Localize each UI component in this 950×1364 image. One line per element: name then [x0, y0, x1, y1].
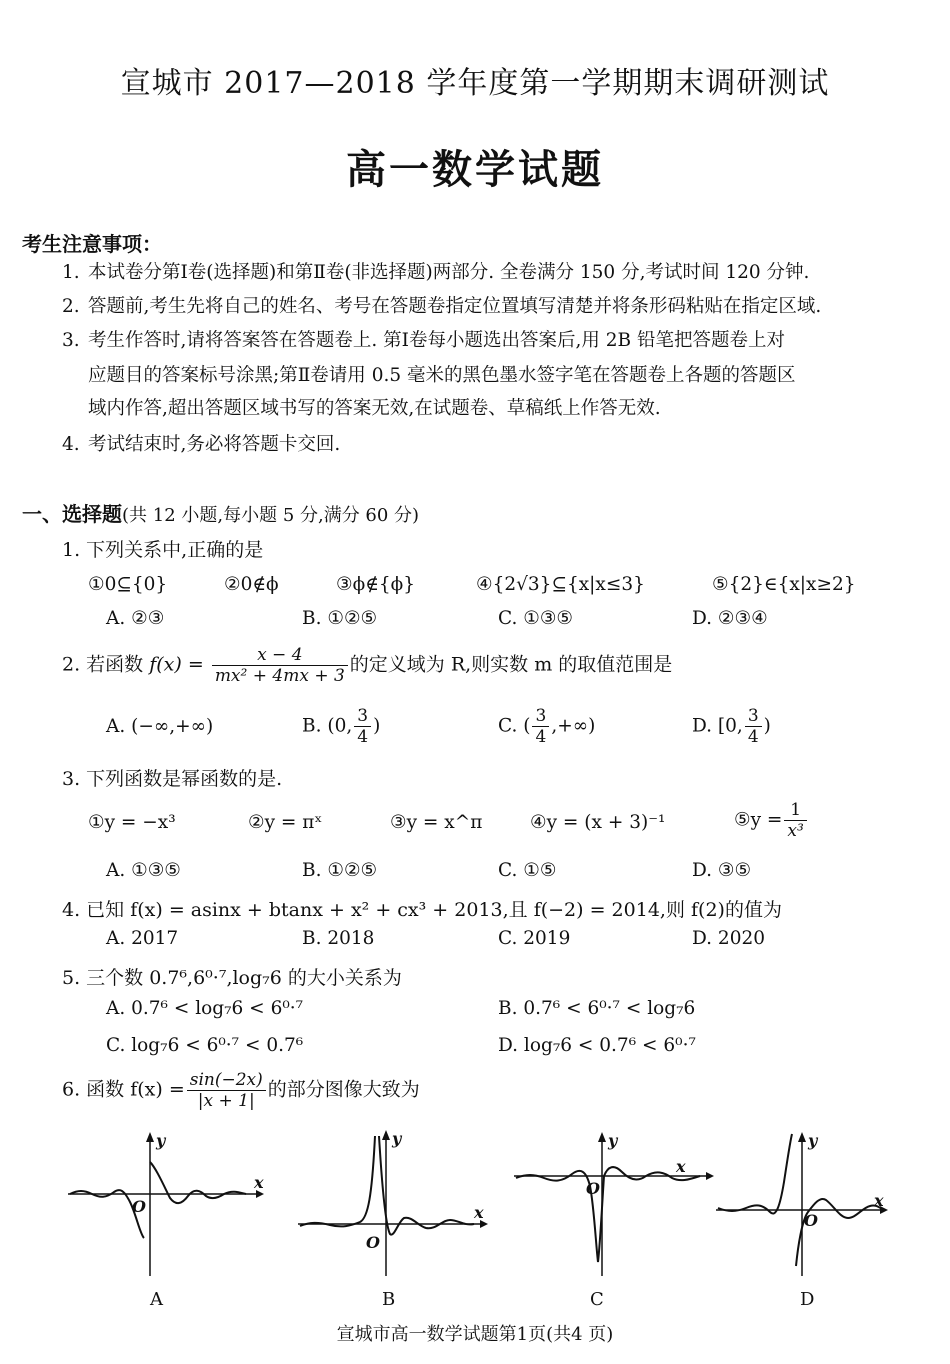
q3-option-c: C. ①⑤	[498, 860, 557, 881]
notice-item: 3. 考生作答时,请将答案答在答题卷上. 第Ⅰ卷每小题选出答案后,用 2B 铅笔把答题卷上对	[62, 330, 785, 351]
question-1-stem: 1. 下列关系中,正确的是	[62, 539, 264, 561]
graph-label-c: C	[590, 1289, 604, 1310]
q5-option-d: D. log₇6 < 0.7⁶ < 6⁰·⁷	[498, 1035, 696, 1056]
q6-graphs	[60, 1126, 890, 1286]
notice-item: 1. 本试卷分第Ⅰ卷(选择题)和第Ⅱ卷(非选择题)两部分. 全卷满分 150 分,考试时间 120 分钟.	[62, 262, 810, 283]
page-footer: 宣城市高一数学试题第1页(共4 页)	[336, 1324, 614, 1345]
q1-option-a: A. ②③	[106, 608, 165, 629]
q3-option-a: A. ①③⑤	[106, 860, 181, 881]
graph-label-b: B	[382, 1289, 396, 1310]
graph-a-origin: O	[132, 1197, 146, 1216]
graph-label-a: A	[150, 1289, 163, 1310]
q1-item: ④{2√3}⊆{x|x≤3}	[476, 574, 645, 595]
graph-a-y-label: y	[156, 1131, 166, 1150]
graph-label-d: D	[800, 1289, 815, 1310]
q1-option-c: C. ①③⑤	[498, 608, 574, 629]
q1-item: ②0∉ϕ	[224, 574, 279, 595]
q3-item: ②y = πˣ	[248, 812, 323, 833]
q5-option-b: B. 0.7⁶ < 6⁰·⁷ < log₇6	[498, 998, 696, 1019]
notice-item: 2. 答题前,考生先将自己的姓名、考号在答题卷指定位置填写清楚并将条形码粘贴在指定区域.	[62, 296, 822, 317]
graph-b-y-label: y	[392, 1129, 402, 1148]
graph-b-x-label: x	[474, 1203, 484, 1222]
q2-option-c: C. ( $\frac{3}{4}$ ,+∞)	[498, 706, 596, 747]
q3-item: ①y = −x³	[88, 812, 176, 833]
exam-title: 高一数学试题	[346, 147, 604, 193]
q5-option-c: C. log₇6 < 6⁰·⁷ < 0.7⁶	[106, 1035, 304, 1056]
graph-c-origin: O	[586, 1179, 600, 1198]
q2-option-d: D. [0, $\frac{3}{4}$ )	[692, 706, 771, 747]
q2-fraction: $\frac{x - 4}{\text{mx² + 4mx + 3}}$	[212, 645, 348, 686]
graph-b	[298, 1130, 488, 1276]
question-5-stem: 5. 三个数 0.7⁶,6⁰·⁷,log₇6 的大小关系为	[62, 967, 402, 989]
q4-option-c: C. 2019	[498, 928, 571, 949]
question-6-stem: 6. 函数 f(x) = $\frac{\sin(-2x)}{|x + 1|}$ 的部分图像大致为	[62, 1070, 420, 1111]
q3-item: ⑤y = $\frac{1}{\text{x³}}$	[734, 800, 809, 841]
q5-option-a: A. 0.7⁶ < log₇6 < 6⁰·⁷	[106, 998, 304, 1019]
q1-item: ⑤{2}∈{x|x≥2}	[712, 574, 856, 595]
notice-item-continued: 域内作答,超出答题区域书写的答案无效,在试题卷、草稿纸上作答无效.	[88, 398, 661, 419]
q1-item: ③ϕ∉{ϕ}	[336, 574, 416, 595]
question-2-stem: 2. 若函数 f(x) = $\frac{x - 4}{\text{mx² + 4mx + 3}}$ 的定义域为 R,则实数 m 的取值范围是	[62, 645, 673, 686]
q3-item: ④y = (x + 3)⁻¹	[530, 812, 666, 833]
graph-d-origin: O	[804, 1211, 818, 1230]
q1-item: ①0⊆{0}	[88, 574, 168, 595]
q2-option-a: A. (−∞,+∞)	[106, 716, 214, 737]
section-heading: 一、选择题(共 12 小题,每小题 5 分,满分 60 分)	[22, 502, 420, 526]
q4-option-d: D. 2020	[692, 928, 766, 949]
graph-d-x-label: x	[874, 1191, 884, 1210]
notice-item: 4. 考试结束时,务必将答题卡交回.	[62, 434, 341, 455]
graph-a-x-label: x	[254, 1173, 264, 1192]
graph-c-x-label: x	[676, 1157, 686, 1176]
notice-item-continued: 应题目的答案标号涂黑;第Ⅱ卷请用 0.5 毫米的黑色墨水签字笔在答题卷上各题的答题区	[88, 365, 796, 386]
graph-b-origin: O	[366, 1233, 380, 1252]
graph-c	[514, 1132, 714, 1276]
graph-d	[716, 1132, 888, 1276]
graph-a	[68, 1132, 264, 1276]
graph-c-y-label: y	[608, 1131, 618, 1150]
q3-option-d: D. ③⑤	[692, 860, 752, 881]
q3-item: ③y = x^π	[390, 812, 483, 833]
question-3-stem: 3. 下列函数是幂函数的是.	[62, 768, 283, 790]
q2-option-b: B. (0, $\frac{3}{4}$ )	[302, 706, 381, 747]
question-4-stem: 4. 已知 f(x) = asinx + btanx + x² + cx³ + 2013,且 f(−2) = 2014,则 f(2)的值为	[62, 899, 782, 921]
q4-option-b: B. 2018	[302, 928, 375, 949]
q1-option-b: B. ①②⑤	[302, 608, 378, 629]
q4-option-a: A. 2017	[106, 928, 179, 949]
exam-subtitle: 宣城市 2017—2018 学年度第一学期期末调研测试	[120, 66, 830, 101]
q3-option-b: B. ①②⑤	[302, 860, 378, 881]
notice-heading: 考生注意事项：	[22, 232, 162, 256]
graph-d-y-label: y	[808, 1131, 818, 1150]
q1-option-d: D. ②③④	[692, 608, 768, 629]
